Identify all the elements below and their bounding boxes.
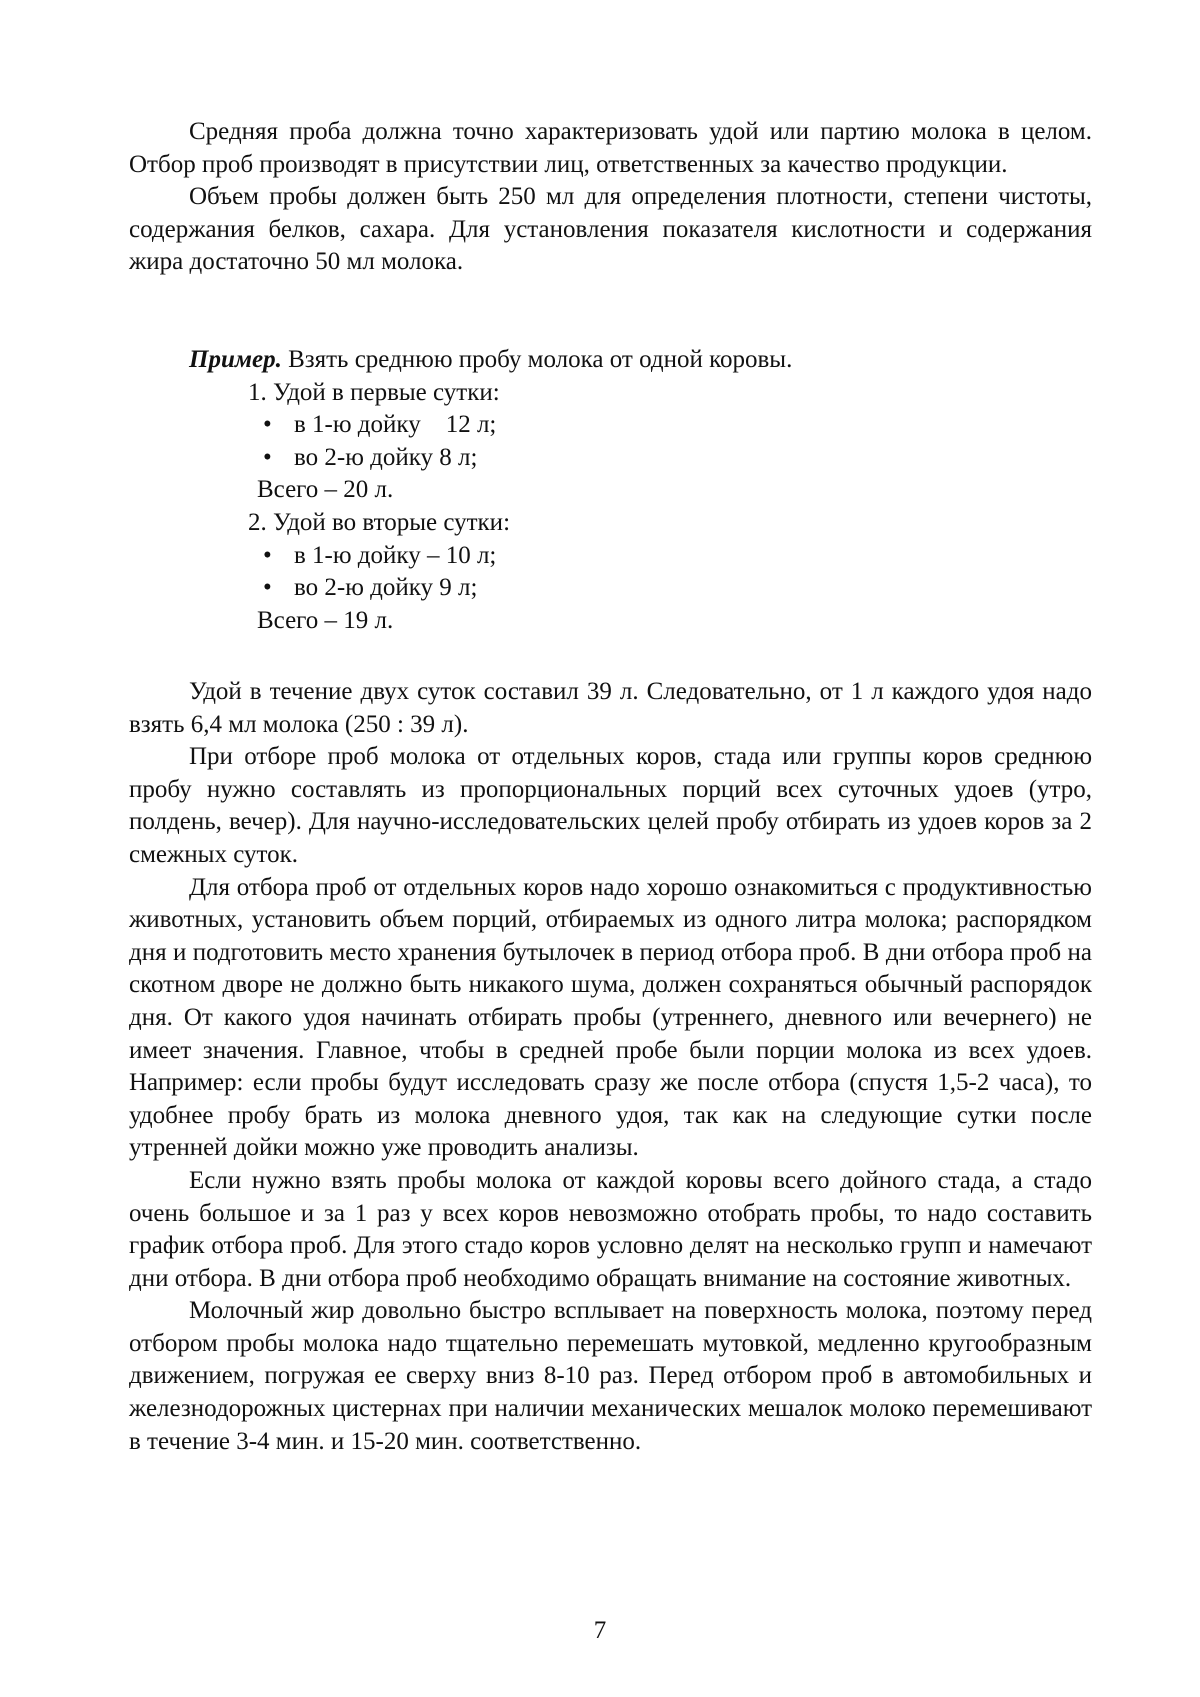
day2-total: Всего – 19 л.: [257, 606, 394, 634]
paragraph: Средняя проба должна точно характеризовать удой или партию молока в целом. Отбор проб производят в присутствии лиц, ответственных за качество продукции.: [129, 118, 1092, 178]
paragraph: Если нужно взять пробы молока от каждой коровы всего дойного стада, а стадо очень большое и за 1 раз у всех коров невозможно отобрать пробы, то надо составить график отбора проб. Для этого стадо коров условно делят на несколько групп и намечают дни отбора. В дни отбора проб необходимо обращать внимание на состояние животных.: [129, 1166, 1092, 1292]
example-text: Взять среднюю пробу молока от одной коровы.: [281, 346, 793, 373]
list-item: [129, 409, 1092, 442]
bottom-text-block: [129, 676, 1092, 1458]
list-item: [129, 572, 1092, 605]
example-heading: [129, 344, 1092, 377]
bullet-icon: •: [263, 411, 272, 439]
bullet-icon: •: [263, 443, 272, 471]
paragraph: Объем пробы должен быть 250 мл для определения плотности, степени чистоты, содержания белков, сахара. Для установления показателя кислотности и содержания жира достаточно 50 мл молока.: [129, 183, 1092, 276]
bullet-icon: •: [263, 541, 272, 569]
bullet-icon: •: [263, 574, 272, 602]
paragraph: При отборе проб молока от отдельных коров, стада или группы коров среднюю пробу нужно составлять из пропорциональных порций всех суточных удоев (утро, полдень, вечер). Для научно-исследовательских целей пробу отбирать из удоев коров за 2 смежных суток.: [129, 743, 1092, 868]
day1-total: Всего – 20 л.: [257, 476, 394, 504]
example-label: Пример.: [189, 346, 282, 373]
list-item-text: во 2-ю дойку 8 л;: [294, 443, 478, 471]
paragraph: Молочный жир довольно быстро всплывает на поверхность молока, поэтому перед отбором пробы молока надо тщательно перемешать мутовкой, медленно кругообразным движением, погружая ее сверху вниз 8-10 раз. Перед отбором проб в автомобильных и железнодорожных цистернах при наличии механических мешалок молоко перемешивают в течение 3-4 мин. и 15-20 мин. соответственно.: [129, 1297, 1092, 1455]
list-item: [129, 540, 1092, 573]
example-block: [129, 344, 1092, 637]
top-text-block: [129, 116, 1092, 279]
paragraph: Удой в течение двух суток составил 39 л. Следовательно, от 1 л каждого удоя надо взять 6,4 мл молока (250 : 39 л).: [129, 678, 1092, 738]
list-item: [129, 442, 1092, 475]
paragraph: Для отбора проб от отдельных коров надо хорошо ознакомиться с продуктивностью животных, установить объем порций, отбираемых из одного литра молока; распорядком дня и подготовить место хранения бутылочек в период отбора проб. В дни отбора проб на скотном дворе не должно быть никакого шума, должен сохраняться обычный распорядок дня. От какого удоя начинать отбирать пробы (утреннего, дневного или вечернего) не имеет значения. Главное, чтобы в средней пробе были порции молока из всех удоев. Например: если пробы будут исследовать сразу же после отбора (спустя 1,5-2 часа), то удобнее пробу брать из молока дневного удоя, так как на следующие сутки после утренней дойки можно уже проводить анализы.: [129, 873, 1092, 1162]
list-item-text: в 1-ю дойку – 10 л;: [294, 541, 497, 569]
page-number: 7: [593, 1617, 607, 1644]
day2-title: 2. Удой во вторые сутки:: [248, 508, 511, 536]
list-item-text: в 1-ю дойку 12 л;: [294, 411, 497, 439]
list-item-text: во 2-ю дойку 9 л;: [294, 574, 478, 602]
day1-title: 1. Удой в первые сутки:: [248, 378, 500, 406]
